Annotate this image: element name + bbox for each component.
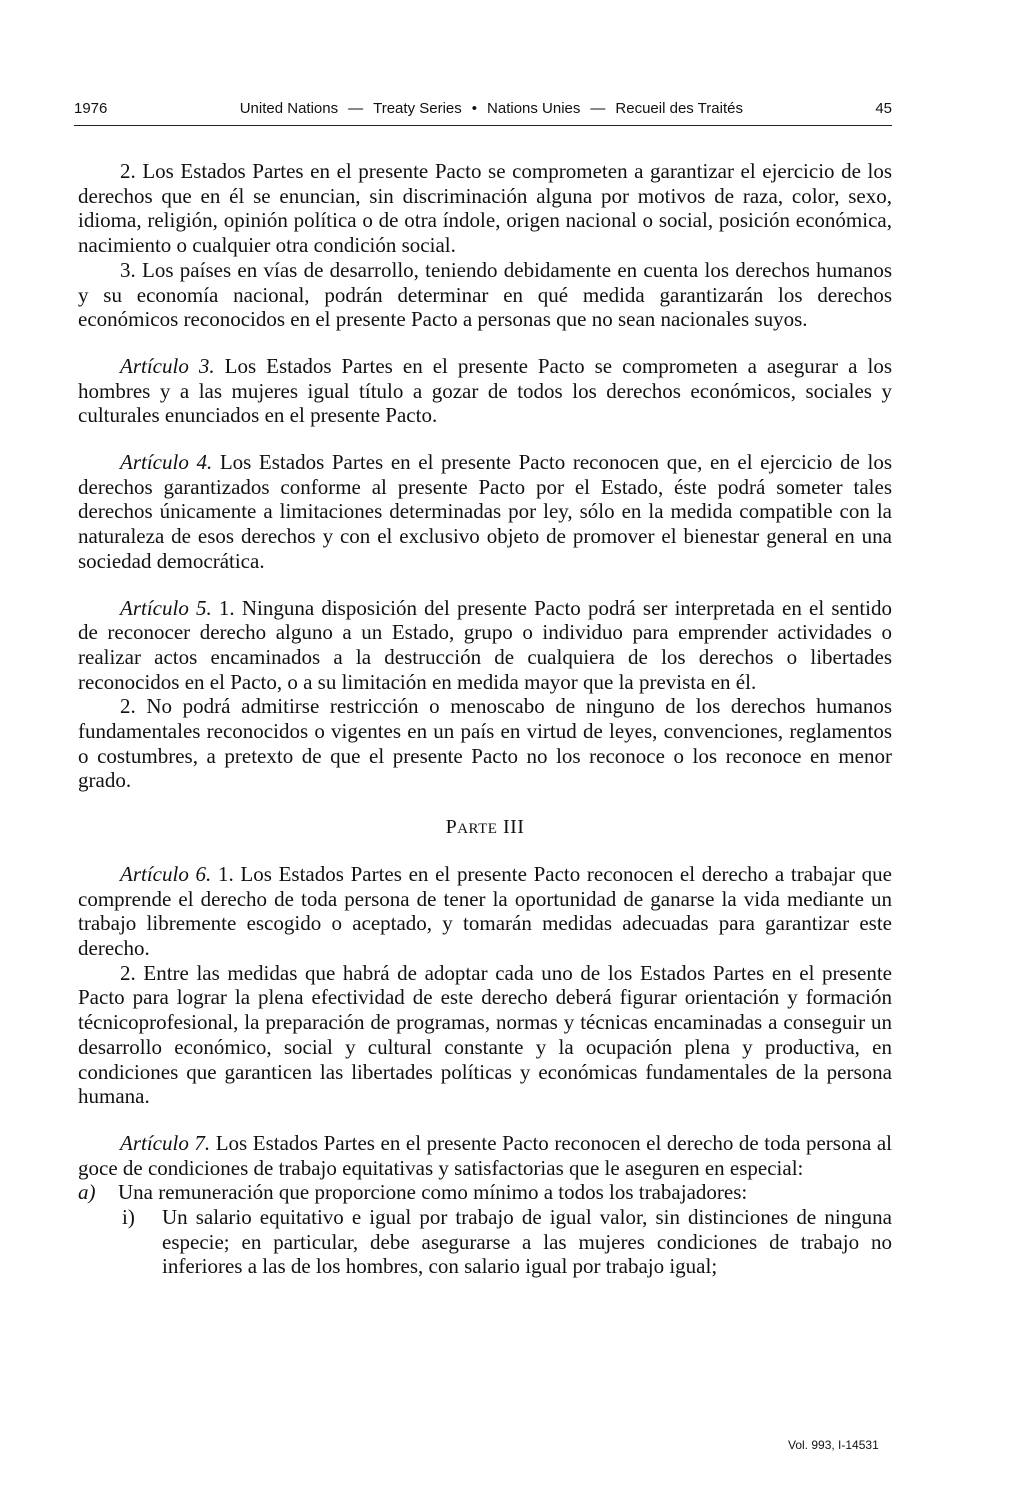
header-title-fr: Nations Unies [487, 100, 581, 117]
article-4 [78, 450, 892, 574]
header-series-fr: Recueil des Traités [615, 100, 743, 117]
list-subitem-text: Un salario equitativo e igual por trabajo de igual valor, sin distinciones de ninguna especie; en particular, debe asegurarse a las mujeres condiciones de trabajo no inferiores a las de los hombres, con salario igual por trabajo igual; [162, 1205, 892, 1279]
article-6-text: 1. Los Estados Partes en el presente Pacto reconocen el derecho a trabajar que comprende el derecho de toda persona de tener la oportunidad de ganarse la vida mediante un trabajo libremente escogido o aceptado, y tomarán medidas adecuadas para garantizar este derecho. [78, 861, 893, 960]
article-3-heading: Artículo 3. [120, 353, 215, 378]
running-header [74, 100, 892, 126]
article-3 [78, 354, 892, 428]
article-6 [78, 862, 892, 961]
header-dash: — [348, 100, 364, 117]
article-5-text: 1. Ninguna disposición del presente Pacto podrá ser interpretada en el sentido de reconocer derecho alguno a un Estado, grupo o individuo para emprender actividades o realizar actos encaminados a la destrucción de cualquiera de los derechos o libertades reconocidos en el Pacto, o a su limitación en medida mayor que la prevista en él. [78, 595, 892, 694]
article-7-heading: Artículo 7. [120, 1130, 211, 1155]
paragraph-2: 2. Los Estados Partes en el presente Pacto se comprometen a garantizar el ejercicio de los derechos que en él se enuncian, sin discriminación alguna por motivos de raza, color, sexo, idioma, religión, opinión política o de otra índole, origen nacional o social, posición económica, nacimiento o cualquier otra condición social. [78, 159, 892, 258]
list-item-text: Una remuneración que proporcione como mínimo a todos los trabajadores: [118, 1180, 748, 1205]
header-page-number: 45 [875, 100, 892, 117]
part-heading-rest: ARTE [457, 821, 498, 838]
article-7 [78, 1131, 892, 1180]
document-page [74, 100, 893, 1279]
article-7-text: Los Estados Partes en el presente Pacto reconocen el derecho de toda persona al goce de condiciones de trabajo equitativas y satisfactorias que le aseguren en especial: [78, 1130, 892, 1180]
article-6-paragraph-2: 2. Entre las medidas que habrá de adoptar cada uno de los Estados Partes en el presente Pacto para lograr la plena efectividad de este derecho deberá figurar orientación y formación técnicoprofesional, la preparación de programas, normas y técnicas encaminadas a conseguir un desarrollo económico, social y cultural constante y la ocupación plena y productiva, en condiciones que garanticen las libertades políticas y económicas fundamentales de la persona humana. [78, 960, 892, 1109]
header-title [240, 100, 743, 117]
paragraph-3: 3. Los países en vías de desarrollo, teniendo debidamente en cuenta los derechos humanos y su economía nacional, podrán determinar en qué medida garantizarán los derechos económicos reconocidos en el presente Pacto a personas que no sean nacionales suyos. [78, 257, 892, 332]
list-item-label: a) [78, 1180, 96, 1205]
header-year: 1976 [74, 100, 108, 117]
part-heading [78, 815, 892, 842]
part-heading-initial: P [445, 816, 458, 839]
header-title-en: United Nations [239, 100, 339, 117]
article-5 [78, 596, 892, 695]
volume-reference: Vol. 993, I-14531 [788, 1438, 879, 1452]
header-dash: — [590, 100, 606, 117]
article-5-heading: Artículo 5. [120, 595, 212, 620]
article-6-heading: Artículo 6. [120, 861, 212, 886]
document-body [78, 159, 892, 1279]
part-heading-number: III [502, 816, 525, 839]
article-4-text: Los Estados Partes en el presente Pacto reconocen que, en el ejercicio de los derechos garantizados conforme al presente Pacto por el Estado, éste podrá someter tales derechos únicamente a limitaciones determinadas por ley, sólo en la medida compatible con la naturaleza de esos derechos y con el exclusivo objeto de promover el bienestar general en una sociedad democrática. [78, 450, 892, 573]
list-subitem-label: i) [122, 1205, 135, 1230]
list-item [78, 1180, 892, 1205]
article-5-paragraph-2: 2. No podrá admitirse restricción o menoscabo de ninguno de los derechos humanos fundamentales reconocidos o vigentes en un país en virtud de leyes, convenciones, reglamentos o costumbres, a pretexto de que el presente Pacto no los reconoce o los reconoce en menor grado. [78, 694, 892, 793]
article-4-heading: Artículo 4. [120, 450, 213, 475]
list-subitem [78, 1205, 892, 1279]
article-3-text: Los Estados Partes en el presente Pacto se comprometen a asegurar a los hombres y a las mujeres igual título a gozar de todos los derechos económicos, sociales y culturales enunciados en el presente Pacto. [78, 353, 892, 428]
header-series-en: Treaty Series [373, 100, 462, 117]
header-bullet: • [471, 100, 478, 117]
